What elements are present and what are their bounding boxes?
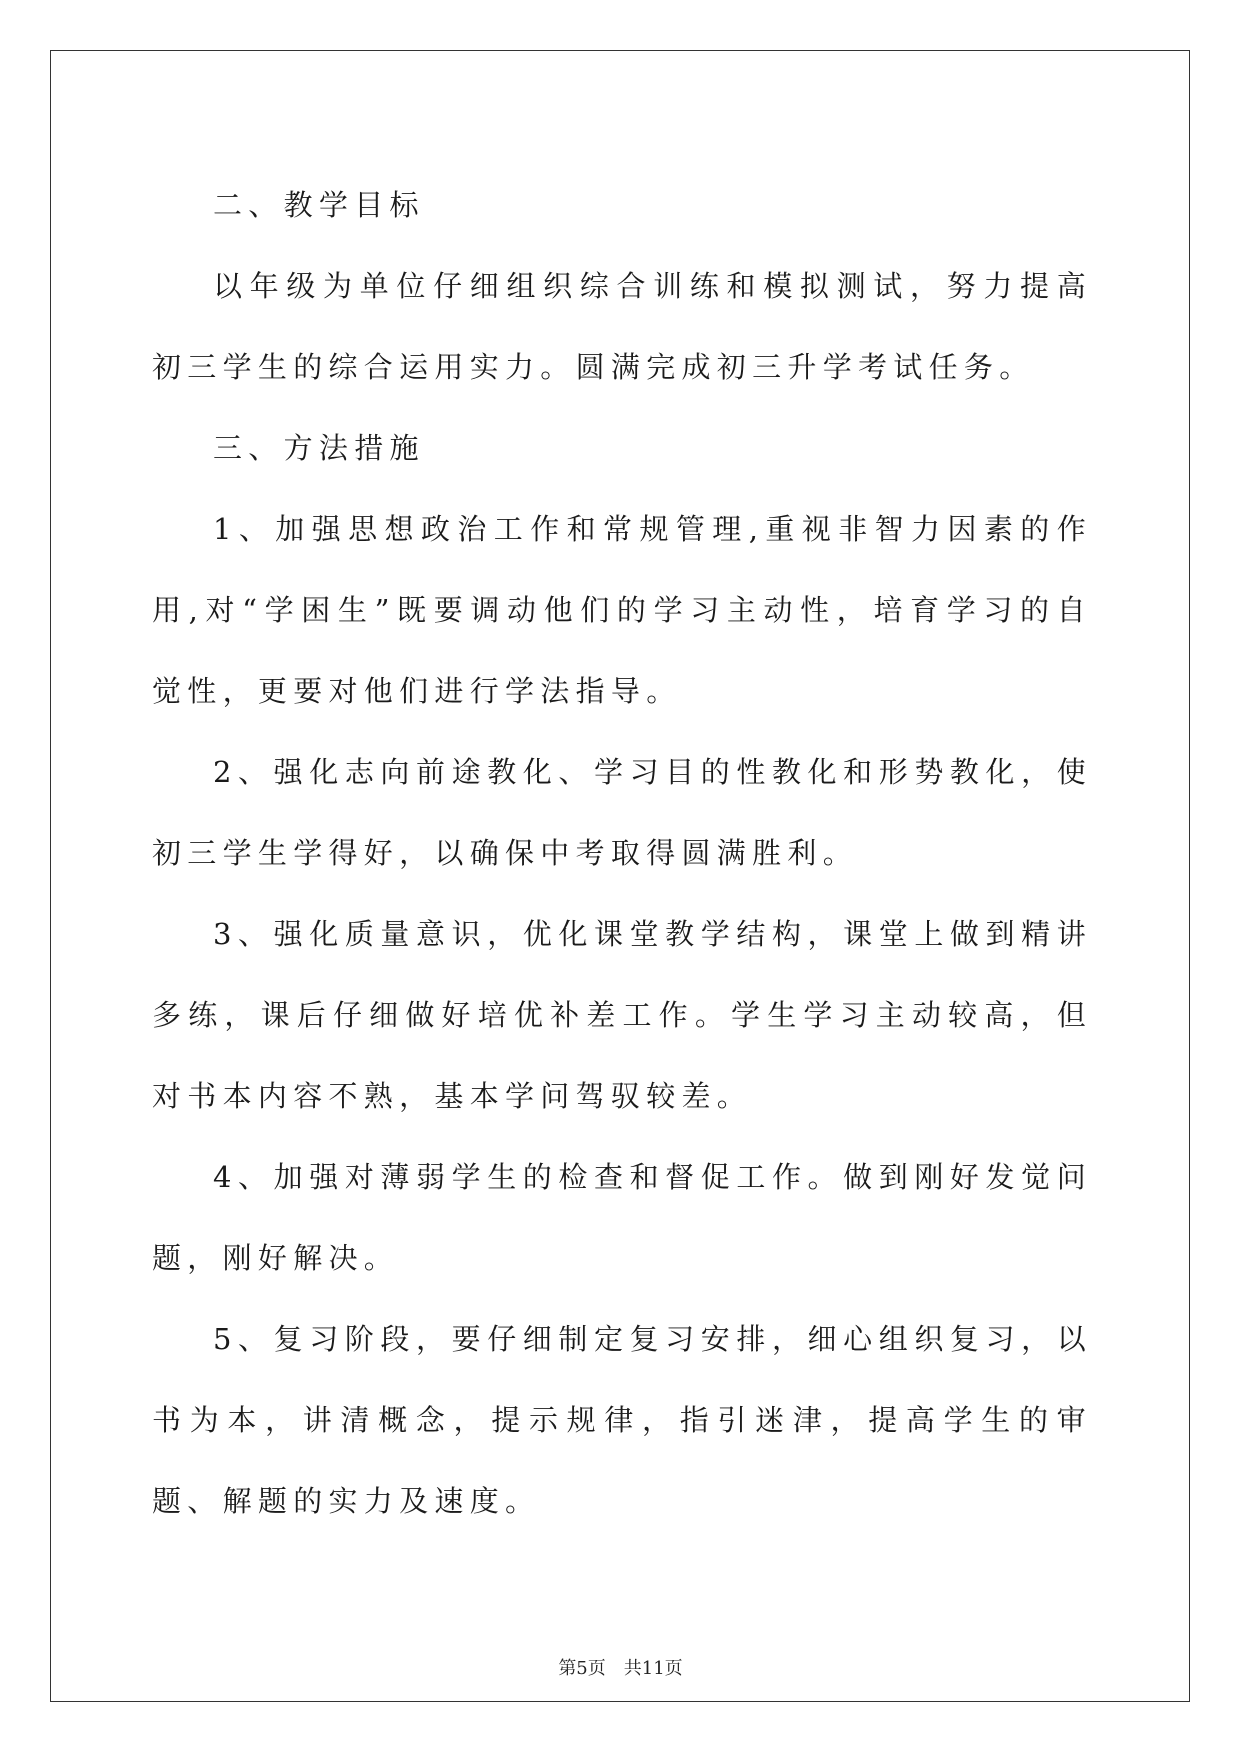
section-heading-methods: 三、方法措施 [213, 431, 425, 465]
paragraph-goals: 以年级为单位仔细组织综合训练和模拟测试，努力提高初三学生的综合运用实力。圆满完成初三升学考试任务。 [152, 269, 1092, 384]
paragraph-method-1: 1、加强思想政治工作和常规管理,重视非智力因素的作用,对“学困生”既要调动他们的学习主动性，培育学习的自觉性，更要对他们进行学法指导。 [152, 512, 1092, 708]
section-heading-teaching-goals: 二、教学目标 [213, 188, 425, 222]
paragraph-method-2: 2、强化志向前途教化、学习目的性教化和形势教化，使初三学生学得好，以确保中考取得圆满胜利。 [152, 755, 1092, 870]
paragraph-method-5: 5、复习阶段，要仔细制定复习安排，细心组织复习，以书为本，讲清概念，提示规律，指引迷津，提高学生的审题、解题的实力及速度。 [152, 1322, 1092, 1518]
document-body [152, 165, 1092, 1542]
paragraph-method-4: 4、加强对薄弱学生的检查和督促工作。做到刚好发觉问题，刚好解决。 [152, 1160, 1092, 1275]
page-number: 第5页 共11页 [558, 1658, 683, 1679]
page-footer [0, 1654, 1241, 1680]
paragraph-method-3: 3、强化质量意识，优化课堂教学结构，课堂上做到精讲多练，课后仔细做好培优补差工作。学生学习主动较高，但对书本内容不熟，基本学问驾驭较差。 [152, 917, 1092, 1113]
